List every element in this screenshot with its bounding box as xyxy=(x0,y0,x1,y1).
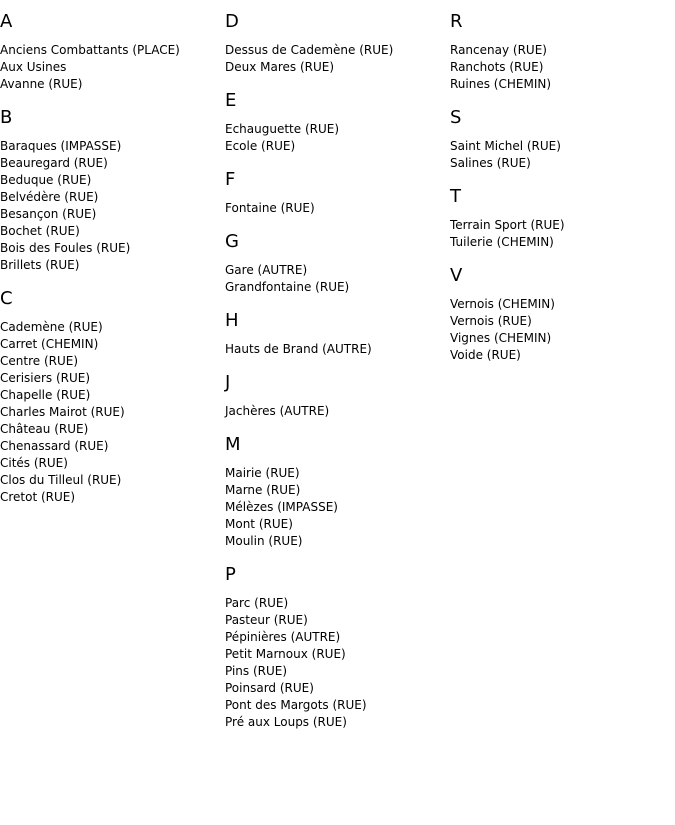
street-list-item xyxy=(0,353,225,370)
street-list-item xyxy=(0,336,225,353)
street-link[interactable]: Cretot (RUE) xyxy=(0,490,76,504)
street-list xyxy=(225,341,450,358)
street-list xyxy=(225,595,450,731)
street-link[interactable]: Parc (RUE) xyxy=(225,596,289,610)
street-link[interactable]: Vignes (CHEMIN) xyxy=(450,331,552,345)
street-list-item xyxy=(225,262,450,279)
street-list-item xyxy=(225,680,450,697)
street-list-item xyxy=(225,533,450,550)
street-list-item xyxy=(450,138,675,155)
street-link[interactable]: Pins (RUE) xyxy=(225,664,288,678)
street-link[interactable]: Anciens Combattants (PLACE) xyxy=(0,43,180,57)
street-link[interactable]: Clos du Tilleul (RUE) xyxy=(0,473,122,487)
group-spacer xyxy=(450,93,675,107)
street-list-item xyxy=(225,138,450,155)
street-link[interactable]: Vernois (RUE) xyxy=(450,314,532,328)
street-list-item xyxy=(0,421,225,438)
street-list-item xyxy=(225,629,450,646)
street-link[interactable]: Bochet (RUE) xyxy=(0,224,80,238)
letter-heading: P xyxy=(225,564,236,585)
street-link[interactable]: Cités (RUE) xyxy=(0,456,68,470)
street-list-item xyxy=(225,697,450,714)
letter-group xyxy=(225,11,450,90)
street-list-item xyxy=(0,472,225,489)
group-spacer xyxy=(0,274,225,288)
letter-heading: R xyxy=(450,11,463,32)
street-list-item xyxy=(225,403,450,420)
street-link[interactable]: Chenassard (RUE) xyxy=(0,439,109,453)
letter-group xyxy=(225,231,450,310)
street-link[interactable]: Pasteur (RUE) xyxy=(225,613,308,627)
index-column xyxy=(0,11,225,506)
street-list-item xyxy=(225,663,450,680)
street-list-item xyxy=(450,59,675,76)
group-spacer xyxy=(225,76,450,90)
street-list xyxy=(450,138,675,172)
group-spacer xyxy=(225,420,450,434)
street-link[interactable]: Beduque (RUE) xyxy=(0,173,92,187)
street-list-item xyxy=(0,370,225,387)
street-list xyxy=(0,138,225,274)
street-link[interactable]: Belvédère (RUE) xyxy=(0,190,99,204)
letter-group xyxy=(450,186,675,265)
street-link[interactable]: Charles Mairot (RUE) xyxy=(0,405,125,419)
street-link[interactable]: Avanne (RUE) xyxy=(0,77,83,91)
letter-group xyxy=(225,434,450,564)
street-list-item xyxy=(0,42,225,59)
letter-heading: G xyxy=(225,231,239,252)
street-link[interactable]: Cademène (RUE) xyxy=(0,320,103,334)
index-column xyxy=(450,11,675,364)
street-list xyxy=(225,262,450,296)
street-list xyxy=(225,121,450,155)
street-list-item xyxy=(225,612,450,629)
letter-heading: V xyxy=(450,265,463,286)
street-list-item xyxy=(225,482,450,499)
street-link[interactable]: Beauregard (RUE) xyxy=(0,156,108,170)
letter-group xyxy=(0,11,225,107)
group-spacer xyxy=(225,358,450,372)
street-link[interactable]: Ecole (RUE) xyxy=(225,139,296,153)
letter-heading: T xyxy=(450,186,461,207)
street-link[interactable]: Fontaine (RUE) xyxy=(225,201,315,215)
street-list-item xyxy=(450,330,675,347)
group-spacer xyxy=(225,217,450,231)
street-link[interactable]: Terrain Sport (RUE) xyxy=(450,218,565,232)
group-spacer xyxy=(450,251,675,265)
street-list xyxy=(0,319,225,506)
street-link[interactable]: Marne (RUE) xyxy=(225,483,301,497)
street-list-item xyxy=(0,172,225,189)
group-spacer xyxy=(225,155,450,169)
street-link[interactable]: Moulin (RUE) xyxy=(225,534,303,548)
street-link[interactable]: Baraques (IMPASSE) xyxy=(0,139,122,153)
street-link[interactable]: Besançon (RUE) xyxy=(0,207,97,221)
street-link[interactable]: Mairie (RUE) xyxy=(225,466,300,480)
street-link[interactable]: Poinsard (RUE) xyxy=(225,681,314,695)
street-list-item xyxy=(0,489,225,506)
street-list xyxy=(225,200,450,217)
street-list-item xyxy=(450,155,675,172)
street-list-item xyxy=(0,59,225,76)
street-list-item xyxy=(225,516,450,533)
street-link[interactable]: Brillets (RUE) xyxy=(0,258,80,272)
street-list-item xyxy=(225,465,450,482)
street-link[interactable]: Bois des Foules (RUE) xyxy=(0,241,131,255)
letter-group xyxy=(450,11,675,107)
index-column xyxy=(225,11,450,731)
street-link[interactable]: Centre (RUE) xyxy=(0,354,79,368)
street-list-item xyxy=(0,387,225,404)
street-link[interactable]: Ranchots (RUE) xyxy=(450,60,544,74)
street-list-item xyxy=(0,76,225,93)
street-link[interactable]: Ruines (CHEMIN) xyxy=(450,77,552,91)
street-list-item xyxy=(225,200,450,217)
street-list xyxy=(225,465,450,550)
group-spacer xyxy=(450,172,675,186)
street-list-item xyxy=(225,341,450,358)
street-list-item xyxy=(450,234,675,251)
letter-group xyxy=(0,107,225,288)
street-list-item xyxy=(0,438,225,455)
street-list-item xyxy=(0,189,225,206)
street-list xyxy=(225,42,450,76)
letter-heading: D xyxy=(225,11,239,32)
street-list-item xyxy=(0,257,225,274)
street-list-item xyxy=(0,206,225,223)
group-spacer xyxy=(225,296,450,310)
letter-group xyxy=(225,169,450,231)
letter-heading: F xyxy=(225,169,236,190)
street-link[interactable]: Vernois (CHEMIN) xyxy=(450,297,555,311)
group-spacer xyxy=(225,550,450,564)
street-list-item xyxy=(0,319,225,336)
street-list-item xyxy=(225,59,450,76)
street-link[interactable]: Grandfontaine (RUE) xyxy=(225,280,350,294)
street-link[interactable]: Pépinières (AUTRE) xyxy=(225,630,341,644)
street-link[interactable]: Deux Mares (RUE) xyxy=(225,60,335,74)
street-list-item xyxy=(450,347,675,364)
street-list-item xyxy=(0,155,225,172)
letter-heading: B xyxy=(0,107,13,128)
street-link[interactable]: Rancenay (RUE) xyxy=(450,43,547,57)
street-link[interactable]: Mont (RUE) xyxy=(225,517,293,531)
street-list-item xyxy=(225,499,450,516)
letter-group xyxy=(225,310,450,372)
letter-group xyxy=(0,288,225,506)
street-link[interactable]: Jachères (AUTRE) xyxy=(225,404,330,418)
street-link[interactable]: Chapelle (RUE) xyxy=(0,388,91,402)
street-list-item xyxy=(0,455,225,472)
street-list xyxy=(450,42,675,93)
street-link[interactable]: Voide (RUE) xyxy=(450,348,521,362)
street-list-item xyxy=(225,714,450,731)
letter-group xyxy=(225,372,450,434)
street-link[interactable]: Pont des Margots (RUE) xyxy=(225,698,367,712)
street-link[interactable]: Pré aux Loups (RUE) xyxy=(225,715,347,729)
street-list-item xyxy=(450,42,675,59)
letter-heading: E xyxy=(225,90,237,111)
street-link[interactable]: Petit Marnoux (RUE) xyxy=(225,647,346,661)
letter-group xyxy=(450,107,675,186)
letter-heading: S xyxy=(450,107,462,128)
street-list-item xyxy=(450,296,675,313)
letter-heading: J xyxy=(225,372,231,393)
letter-heading: M xyxy=(225,434,241,455)
street-link[interactable]: Gare (AUTRE) xyxy=(225,263,308,277)
street-list-item xyxy=(0,223,225,240)
street-link[interactable]: Echauguette (RUE) xyxy=(225,122,340,136)
street-list-item xyxy=(450,313,675,330)
street-link[interactable]: Dessus de Cademène (RUE) xyxy=(225,43,394,57)
letter-group xyxy=(450,265,675,364)
street-link[interactable]: Cerisiers (RUE) xyxy=(0,371,91,385)
group-spacer xyxy=(0,93,225,107)
street-list-item xyxy=(225,646,450,663)
street-list xyxy=(0,42,225,93)
street-list-item xyxy=(225,42,450,59)
street-list-item xyxy=(450,76,675,93)
letter-heading: C xyxy=(0,288,13,309)
street-list xyxy=(450,217,675,251)
street-link[interactable]: Tuilerie (CHEMIN) xyxy=(450,235,554,249)
street-link[interactable]: Aux Usines xyxy=(0,60,67,74)
street-list-item xyxy=(0,404,225,421)
street-list-item xyxy=(225,121,450,138)
letter-group xyxy=(225,90,450,169)
street-list-item xyxy=(450,217,675,234)
street-link[interactable]: Château (RUE) xyxy=(0,422,89,436)
letter-heading: A xyxy=(0,11,13,32)
street-list-item xyxy=(0,240,225,257)
letter-group xyxy=(225,564,450,731)
street-list-item xyxy=(225,595,450,612)
street-link[interactable]: Mélèzes (IMPASSE) xyxy=(225,500,338,514)
letter-heading: H xyxy=(225,310,239,331)
street-link[interactable]: Carret (CHEMIN) xyxy=(0,337,99,351)
street-list-item xyxy=(0,138,225,155)
street-link[interactable]: Saint Michel (RUE) xyxy=(450,139,561,153)
street-link[interactable]: Hauts de Brand (AUTRE) xyxy=(225,342,372,356)
street-list xyxy=(225,403,450,420)
street-list xyxy=(450,296,675,364)
street-list-item xyxy=(225,279,450,296)
street-link[interactable]: Salines (RUE) xyxy=(450,156,531,170)
